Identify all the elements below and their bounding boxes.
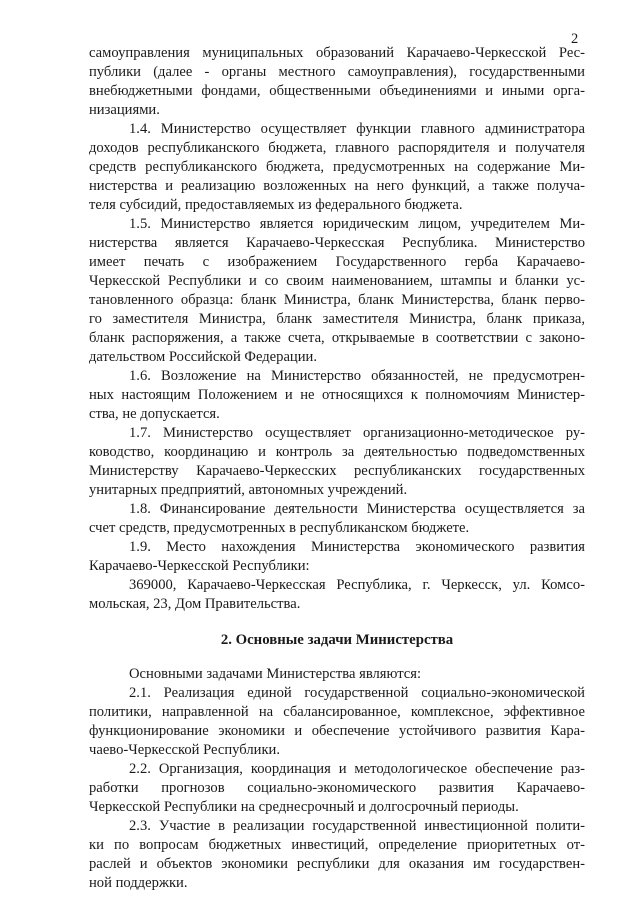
text-line: работки прогнозов социально-экономического развития Карачаево- [89,780,585,796]
text-line: Черкесской Республики на среднесрочный и долгосрочный периоды. [89,799,519,815]
text-line: теля субсидий, предоставляемых из федерального бюджета. [89,197,463,213]
paragraph-clause-1-8 [89,500,585,538]
text-line: публики (далее - органы местного самоуправления), государственными [89,64,585,80]
text-line: 2.3. Участие в реализации государственной инвестиционной полити- [129,818,585,834]
paragraph-clause-1-7 [89,424,585,500]
text-line: имеет печать с изображением Государственного герба Карачаево- [89,254,585,270]
text-line: политики, направленной на сбалансированное, комплексное, эффективное [89,704,585,720]
text-line: самоуправления муниципальных образований Карачаево-Черкесской Рес- [89,45,585,61]
text-line: го заместителя Министра, бланк заместителя Министра, бланк приказа, [89,311,585,327]
text-line: ной поддержки. [89,875,188,891]
paragraph-address [89,576,585,614]
text-line: дательством Российской Федерации. [89,349,318,365]
section-2-heading: 2. Основные задачи Министерства [220,632,454,648]
text-line: тановленного образца: бланк Министра, бланк Министерства, бланк перво- [89,292,585,308]
text-line: ства, не допускается. [89,406,220,422]
text-line: 369000, Карачаево-Черкесская Республика, г. Черкесск, ул. Комсо- [129,577,585,593]
text-line: 1.4. Министерство осуществляет функции главного администратора [129,121,585,137]
paragraph-clause-1-5 [89,215,585,367]
text-line: нистерства является Карачаево-Черкесская Республика. Министерство [89,235,585,251]
text-line: 1.7. Министерство осуществляет организационно-методическое ру- [129,425,585,441]
text-line: 2.2. Организация, координация и методологическое обеспечение раз- [129,761,585,777]
text-line: Карачаево-Черкесской Республики: [89,558,310,574]
text-line: Основными задачами Министерства являются: [129,666,422,682]
paragraph-clause-1-4 [89,120,585,215]
text-line: 1.6. Возложение на Министерство обязанностей, не предусмотрен- [129,368,585,384]
paragraph-clause-1-6 [89,367,585,424]
text-line: низациями. [89,102,160,118]
document-body [89,44,585,893]
paragraph-intro-continued [89,44,585,120]
text-line: 2.1. Реализация единой государственной социально-экономической [129,685,585,701]
text-line: раслей и объектов экономики республики для оказания им государствен- [89,856,585,872]
text-line: бланк распоряжения, а также счета, открываемые в соответствии с законо- [89,330,585,346]
text-line: 1.5. Министерство является юридическим лицом, учредителем Ми- [129,216,585,232]
paragraph-clause-1-9 [89,538,585,576]
text-line: доходов республиканского бюджета, главного распорядителя и получателя [89,140,585,156]
paragraph-task-2-2 [89,760,585,817]
text-line: 1.9. Место нахождения Министерства экономического развития [129,539,585,555]
text-line: ных настоящим Положением и не относящихся к полномочиям Министер- [89,387,585,403]
text-line: унитарных предприятий, автономных учреждений. [89,482,408,498]
text-line: функционирование экономики и обеспечение устойчивого развития Кара- [89,723,585,739]
text-line: мольская, 23, Дом Правительства. [89,596,301,612]
text-line: ки по вопросам бюджетных инвестиций, определение приоритетных от- [89,837,585,853]
text-line: Министерству Карачаево-Черкесских республиканских государственных [89,463,585,479]
text-line: Черкесской Республики и со своим наименованием, штампы и бланки ус- [89,273,585,289]
text-line: ководство, координацию и контроль за деятельностью подведомственных [89,444,585,460]
paragraph-task-2-1 [89,684,585,760]
text-line: внебюджетными фондами, общественными объединениями и иными орга- [89,83,585,99]
paragraph-tasks-intro [89,665,585,684]
section-1-continued [89,44,585,614]
section-2-body [89,665,585,893]
text-line: 1.8. Финансирование деятельности Министерства осуществляется за [129,501,585,517]
text-line: нистерства и реализацию возложенных на него функций, а также получа- [89,178,585,194]
page-number: 2 [571,31,579,47]
text-line: чаево-Черкесской Республики. [89,742,280,758]
text-line: средств республиканского бюджета, предусмотренных на содержание Ми- [89,159,585,175]
text-line: счет средств, предусмотренных в республиканском бюджете. [89,520,470,536]
paragraph-task-2-3 [89,817,585,893]
